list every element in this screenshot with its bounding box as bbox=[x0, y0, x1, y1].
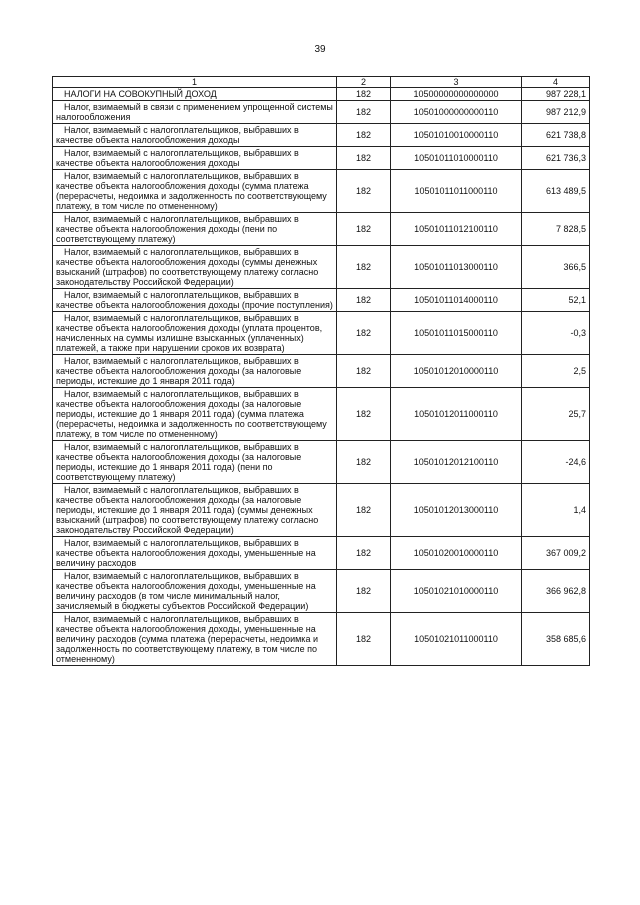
admin-code-cell: 182 bbox=[337, 147, 391, 170]
revenue-name: Налог, взимаемый с налогоплательщиков, выбравших в качестве объекта налогообложения доходы (сумма платежа (перерасчеты, недоимка и задолженность по соответствующему платежу, в том числе по отмененному) bbox=[56, 171, 327, 211]
revenue-name: Налог, взимаемый с налогоплательщиков, выбравших в качестве объекта налогообложения доходы, уменьшенные на величину расходов (в том числе минимальный налог, зачисляемый в бюджеты субъектов Российской Федерации) bbox=[56, 571, 316, 611]
revenue-name-cell bbox=[53, 441, 337, 484]
revenue-name-cell bbox=[53, 388, 337, 441]
budget-code-cell: 10501011014000110 bbox=[391, 289, 522, 312]
revenue-name: НАЛОГИ НА СОВОКУПНЫЙ ДОХОД bbox=[64, 89, 217, 99]
revenue-name-cell bbox=[53, 147, 337, 170]
admin-code-cell: 182 bbox=[337, 312, 391, 355]
budget-code-cell: 10501021010000110 bbox=[391, 570, 522, 613]
budget-code-cell: 10501012010000110 bbox=[391, 355, 522, 388]
revenue-name-cell bbox=[53, 213, 337, 246]
budget-code-cell: 10501011013000110 bbox=[391, 246, 522, 289]
revenue-name: Налог, взимаемый с налогоплательщиков, выбравших в качестве объекта налогообложения доходы, уменьшенные на величину расходов bbox=[56, 538, 316, 568]
table-row bbox=[53, 388, 590, 441]
revenue-name-cell bbox=[53, 246, 337, 289]
revenue-name: Налог, взимаемый с налогоплательщиков, выбравших в качестве объекта налогообложения доходы (за налоговые периоды, истекшие до 1 января 2011 года) (суммы денежных взысканий (штрафов) по соответствующему платежу согласно законодательству Российской Федерации) bbox=[56, 485, 319, 535]
table-row bbox=[53, 355, 590, 388]
revenue-name-cell bbox=[53, 124, 337, 147]
revenue-name-cell bbox=[53, 355, 337, 388]
amount-cell: -0,3 bbox=[522, 312, 590, 355]
budget-code-cell: 10501011010000110 bbox=[391, 147, 522, 170]
table-row bbox=[53, 441, 590, 484]
table-row bbox=[53, 124, 590, 147]
page-number: 39 bbox=[314, 44, 326, 55]
admin-code-cell: 182 bbox=[337, 88, 391, 101]
admin-code-cell: 182 bbox=[337, 355, 391, 388]
header-cell: 3 bbox=[391, 77, 522, 88]
table-row bbox=[53, 170, 590, 213]
table-row bbox=[53, 147, 590, 170]
revenue-name: Налог, взимаемый с налогоплательщиков, выбравших в качестве объекта налогообложения доходы (за налоговые периоды, истекшие до 1 января 2011 года) (сумма платежа (перерасчеты, недоимка и задолженность по соответствующему платежу, в том числе по отмененному) bbox=[56, 389, 327, 439]
table-row bbox=[53, 484, 590, 537]
table-row bbox=[53, 312, 590, 355]
amount-cell: 2,5 bbox=[522, 355, 590, 388]
table-row bbox=[53, 88, 590, 101]
admin-code-cell: 182 bbox=[337, 484, 391, 537]
header-cell: 4 bbox=[522, 77, 590, 88]
admin-code-cell: 182 bbox=[337, 441, 391, 484]
budget-code-cell: 10500000000000000 bbox=[391, 88, 522, 101]
budget-code-cell: 10501012012100110 bbox=[391, 441, 522, 484]
admin-code-cell: 182 bbox=[337, 246, 391, 289]
revenue-name-cell bbox=[53, 101, 337, 124]
admin-code-cell: 182 bbox=[337, 537, 391, 570]
revenue-name-cell bbox=[53, 613, 337, 666]
table-row bbox=[53, 537, 590, 570]
revenue-name: Налог, взимаемый с налогоплательщиков, выбравших в качестве объекта налогообложения доходы, уменьшенные на величину расходов (сумма платежа (перерасчеты, недоимка и задолженность по соответствующему платежу, в том числе по отмененному) bbox=[56, 614, 318, 664]
budget-code-cell: 10501020010000110 bbox=[391, 537, 522, 570]
amount-cell: 52,1 bbox=[522, 289, 590, 312]
revenue-name: Налог, взимаемый с налогоплательщиков, выбравших в качестве объекта налогообложения доходы (пени по соответствующему платежу) bbox=[56, 214, 299, 244]
revenue-table bbox=[52, 76, 590, 666]
budget-code-cell: 10501010010000110 bbox=[391, 124, 522, 147]
admin-code-cell: 182 bbox=[337, 613, 391, 666]
admin-code-cell: 182 bbox=[337, 124, 391, 147]
amount-cell: 987 212,9 bbox=[522, 101, 590, 124]
revenue-name: Налог, взимаемый с налогоплательщиков, выбравших в качестве объекта налогообложения доходы bbox=[56, 148, 299, 168]
revenue-name-cell bbox=[53, 312, 337, 355]
budget-code-cell: 10501012013000110 bbox=[391, 484, 522, 537]
budget-code-cell: 10501000000000110 bbox=[391, 101, 522, 124]
revenue-name: Налог, взимаемый с налогоплательщиков, выбравших в качестве объекта налогообложения доходы (уплата процентов, начисленных на суммы излишне взысканных (уплаченных) платежей, а также при нарушении сроков их возврата) bbox=[56, 313, 323, 353]
revenue-name: Налог, взимаемый в связи с применением упрощенной системы налогообложения bbox=[56, 102, 333, 122]
table-row bbox=[53, 246, 590, 289]
admin-code-cell: 182 bbox=[337, 388, 391, 441]
amount-cell: 358 685,6 bbox=[522, 613, 590, 666]
amount-cell: 987 228,1 bbox=[522, 88, 590, 101]
table-row bbox=[53, 101, 590, 124]
table-row bbox=[53, 570, 590, 613]
revenue-name-cell bbox=[53, 537, 337, 570]
admin-code-cell: 182 bbox=[337, 170, 391, 213]
amount-cell: 366,5 bbox=[522, 246, 590, 289]
amount-cell: -24,6 bbox=[522, 441, 590, 484]
admin-code-cell: 182 bbox=[337, 570, 391, 613]
revenue-name-cell bbox=[53, 88, 337, 101]
amount-cell: 7 828,5 bbox=[522, 213, 590, 246]
budget-code-cell: 10501011012100110 bbox=[391, 213, 522, 246]
budget-code-cell: 10501021011000110 bbox=[391, 613, 522, 666]
amount-cell: 25,7 bbox=[522, 388, 590, 441]
table-row bbox=[53, 613, 590, 666]
revenue-name: Налог, взимаемый с налогоплательщиков, выбравших в качестве объекта налогообложения доходы (прочие поступления) bbox=[56, 290, 333, 310]
revenue-name: Налог, взимаемый с налогоплательщиков, выбравших в качестве объекта налогообложения доходы (суммы денежных взысканий (штрафов) по соответствующему платежу согласно законодательству Российской Федерации) bbox=[56, 247, 319, 287]
admin-code-cell: 182 bbox=[337, 289, 391, 312]
revenue-name-cell bbox=[53, 170, 337, 213]
revenue-name: Налог, взимаемый с налогоплательщиков, выбравших в качестве объекта налогообложения доходы bbox=[56, 125, 299, 145]
amount-cell: 613 489,5 bbox=[522, 170, 590, 213]
table-row bbox=[53, 289, 590, 312]
revenue-name: Налог, взимаемый с налогоплательщиков, выбравших в качестве объекта налогообложения доходы (за налоговые периоды, истекшие до 1 января 2011 года) (пени по соответствующему платежу) bbox=[56, 442, 302, 482]
table-row bbox=[53, 213, 590, 246]
amount-cell: 367 009,2 bbox=[522, 537, 590, 570]
header-cell: 1 bbox=[53, 77, 337, 88]
budget-code-cell: 10501012011000110 bbox=[391, 388, 522, 441]
table-header-row bbox=[53, 77, 590, 88]
admin-code-cell: 182 bbox=[337, 213, 391, 246]
revenue-name-cell bbox=[53, 570, 337, 613]
budget-code-cell: 10501011011000110 bbox=[391, 170, 522, 213]
admin-code-cell: 182 bbox=[337, 101, 391, 124]
revenue-name: Налог, взимаемый с налогоплательщиков, выбравших в качестве объекта налогообложения доходы (за налоговые периоды, истекшие до 1 января 2011 года) bbox=[56, 356, 302, 386]
header-cell: 2 bbox=[337, 77, 391, 88]
amount-cell: 1,4 bbox=[522, 484, 590, 537]
revenue-name-cell bbox=[53, 289, 337, 312]
revenue-name-cell bbox=[53, 484, 337, 537]
amount-cell: 621 738,8 bbox=[522, 124, 590, 147]
amount-cell: 366 962,8 bbox=[522, 570, 590, 613]
budget-code-cell: 10501011015000110 bbox=[391, 312, 522, 355]
amount-cell: 621 736,3 bbox=[522, 147, 590, 170]
